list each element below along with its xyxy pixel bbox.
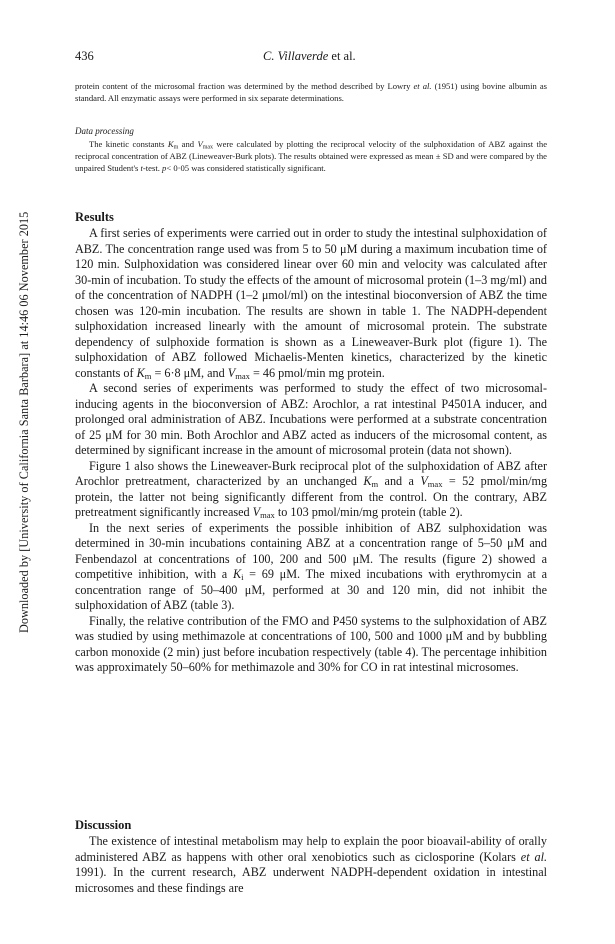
results-paragraph-5: Finally, the relative contribution of the FMO and P450 systems to the sulphoxidation of ABZ was studied by using methimazole at concentrations of 100, 500 and 1000 μM and by bubbling carbon monoxide (2 min) just before incubation respectively (table 4). The percentage inhibition was approximately 50–60% for methimazole and 30% for CO in rat intestinal microsomes. <box>75 613 547 674</box>
results-paragraph-3: Figure 1 also shows the Lineweaver-Burk reciprocal plot of the sulphoxidation of ABZ after Arochlor pretreatment, characterized by an unchanged $K_m$ and a $V_{max} = 52$ pmol/min/mg protein, the latter not being significantly different from the control. On the contrary, ABZ pretreatment significantly increased $V_{max}$ to 103 pmol/min/mg protein (table 2). <box>75 458 548 521</box>
results-paragraph-2: A second series of experiments was performed to study the effect of two microsomal-inducing agents in the bioconversion of ABZ: Arochlor, a rat intestinal P4501A inducer, and prolonged oral administration of ABZ. Incubations were performed at a substrate concentration of 25 μM for 30 min. Both Arochlor and ABZ acted as inducers of the microsomal content, as determined by significant increase in the amount of microsomal protein (data not shown). <box>75 381 547 457</box>
running-title-etal: et al. <box>331 49 356 63</box>
running-title-author: C. Villaverde <box>263 49 329 63</box>
results-paragraph-4: In the next series of experiments the possible inhibition of ABZ sulphoxidation was determined in 30-min incubations containing ABZ at a concentration range of 5–50 μM and Fenbendazol at concentrations of 100, 200 and 500 μM. The results (figure 2) showed a competitive inhibition, with a $K_i = 69$ μM. The mixed incubations with erythromycin at a concentration range of 50–400 μM, performed at 30 and 120 min, did not inhibit the sulphoxidation of ABZ (table 3). <box>75 520 548 612</box>
discussion-paragraph-1: The existence of intestinal metabolism may help to explain the poor bioavail-ability of orally administered ABZ as happens with other oral xenobiotics such as ciclosporine (Kolars et al. 1991). In the current research, ABZ underwent NADPH-dependent oxidation in intestinal microsomes and these findings are <box>75 834 548 895</box>
running-header <box>75 49 545 67</box>
data-processing-paragraph: The kinetic constants $K_m$ and $V_{max}$ were calculated by plotting the reciprocal velocity of the sulphoxidation of ABZ against the reciprocal concentration of ABZ (Lineweaver-Burk plots). The results obtained were expressed as mean ± SD and were compared by the unpaired Student's t-test. p< 0·05 was considered statistically significant. <box>75 139 548 173</box>
download-watermark: Downloaded by [University of California Santa Barbara] at 14:46 06 November 2015 <box>17 211 31 633</box>
data-processing-heading: Data processing <box>75 126 134 136</box>
discussion-section <box>75 834 547 896</box>
results-section <box>75 226 547 676</box>
running-title <box>263 49 356 64</box>
results-paragraph-1: A first series of experiments were carried out in order to study the intestinal sulphoxidation of ABZ. The concentration range used was from 5 to 50 μM during a maximum incubation time of 120 min. Sulphoxidation was considered linear over 60 min and velocity was calculated after 30-min of incubation. To study the effects of the amount of microsomal protein (1–3 mg/ml) and of the concentration of NADPH (1–2 μmol/ml) on the intestinal bioconversion of ABZ the time chosen was 120-min incubation. The results are shown in table 1. The NADPH-dependent sulphoxidation increased linearly with the amount of microsomal protein. The substrate dependency of sulphoxide formation is shown as a Lineweaver-Burk plot (figure 1). The sulphoxidation of ABZ followed Michaelis-Menten kinetics, characterized by the kinetic constants of $K_m = 6\cdot 8$ μM, and $V_{max} = 46$ pmol/min mg protein. <box>75 226 547 381</box>
results-heading: Results <box>75 210 114 224</box>
page-number: 436 <box>75 49 94 63</box>
discussion-heading: Discussion <box>75 818 132 832</box>
methods-tail-paragraph: protein content of the microsomal fraction was determined by the method described by Lowry et al. (1951) using bovine albumin as standard. All enzymatic assays were performed in six separate determinations. <box>75 81 547 103</box>
